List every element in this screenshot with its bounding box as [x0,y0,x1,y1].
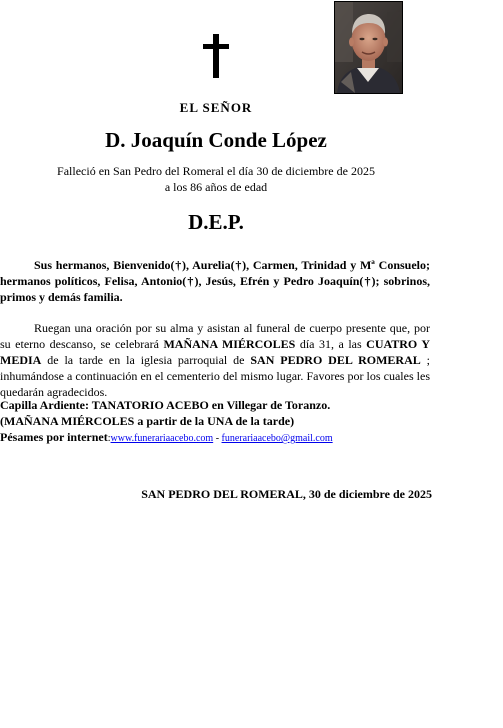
death-notice-line: Falleció en San Pedro del Romeral el día 30 de diciembre de 2025 [57,164,375,178]
latin-cross-icon [198,32,234,80]
dep-heading: D.E.P. [188,210,244,234]
service-text-4: ; inhumándose a continuación en el cementerio del mismo lugar. Favores por los cuales les quedarán agradecidos. [0,353,430,399]
deceased-name: D. Joaquín Conde López [105,128,327,152]
service-text-2: día 31, a las [295,337,367,351]
service-time: CUATRO Y MEDIA [0,337,430,367]
service-text-3: de la tarde en la iglesia parroquial de [41,353,251,367]
family-paragraph [0,257,430,305]
chapel-hours-line: (MAÑANA MIÉRCOLES a partir de la UNA de la tarde) [0,414,295,428]
age-line: a los 86 años de edad [164,180,268,194]
email-link[interactable]: funerariaacebo@gmail.com [221,433,333,444]
family-text: Sus hermanos, Bienvenido(†), Aurelia(†), Carmen, Trinidad y Mª Consuelo; hermanos políticos, Felisa, Antonio(†), Jesús, Efrén y Pedro Joaquín(†); sobrinos, primos y demás familia. [0,258,430,304]
service-day: MAÑANA MIÉRCOLES [163,337,296,351]
condolences-colon: : [107,433,111,444]
website-link[interactable]: www.funerariaacebo.com [110,433,214,444]
service-text-1: Ruegan una oración por su alma y asistan al funeral de cuerpo presente que, por su eterno descanso, se celebrará [0,321,430,351]
honorific: EL SEÑOR [179,100,253,115]
condolences-line [0,429,333,447]
portrait-photo [334,1,403,94]
service-church: SAN PEDRO DEL ROMERAL [250,353,421,367]
condolences-label: Pésames por internet [0,430,108,444]
place-date: SAN PEDRO DEL ROMERAL, 30 de diciembre de 2025 [141,487,432,501]
link-separator: - [213,433,222,444]
chapel-line: Capilla Ardiente: TANATORIO ACEBO en Villegar de Toranzo. [0,398,331,412]
service-paragraph [0,320,430,400]
